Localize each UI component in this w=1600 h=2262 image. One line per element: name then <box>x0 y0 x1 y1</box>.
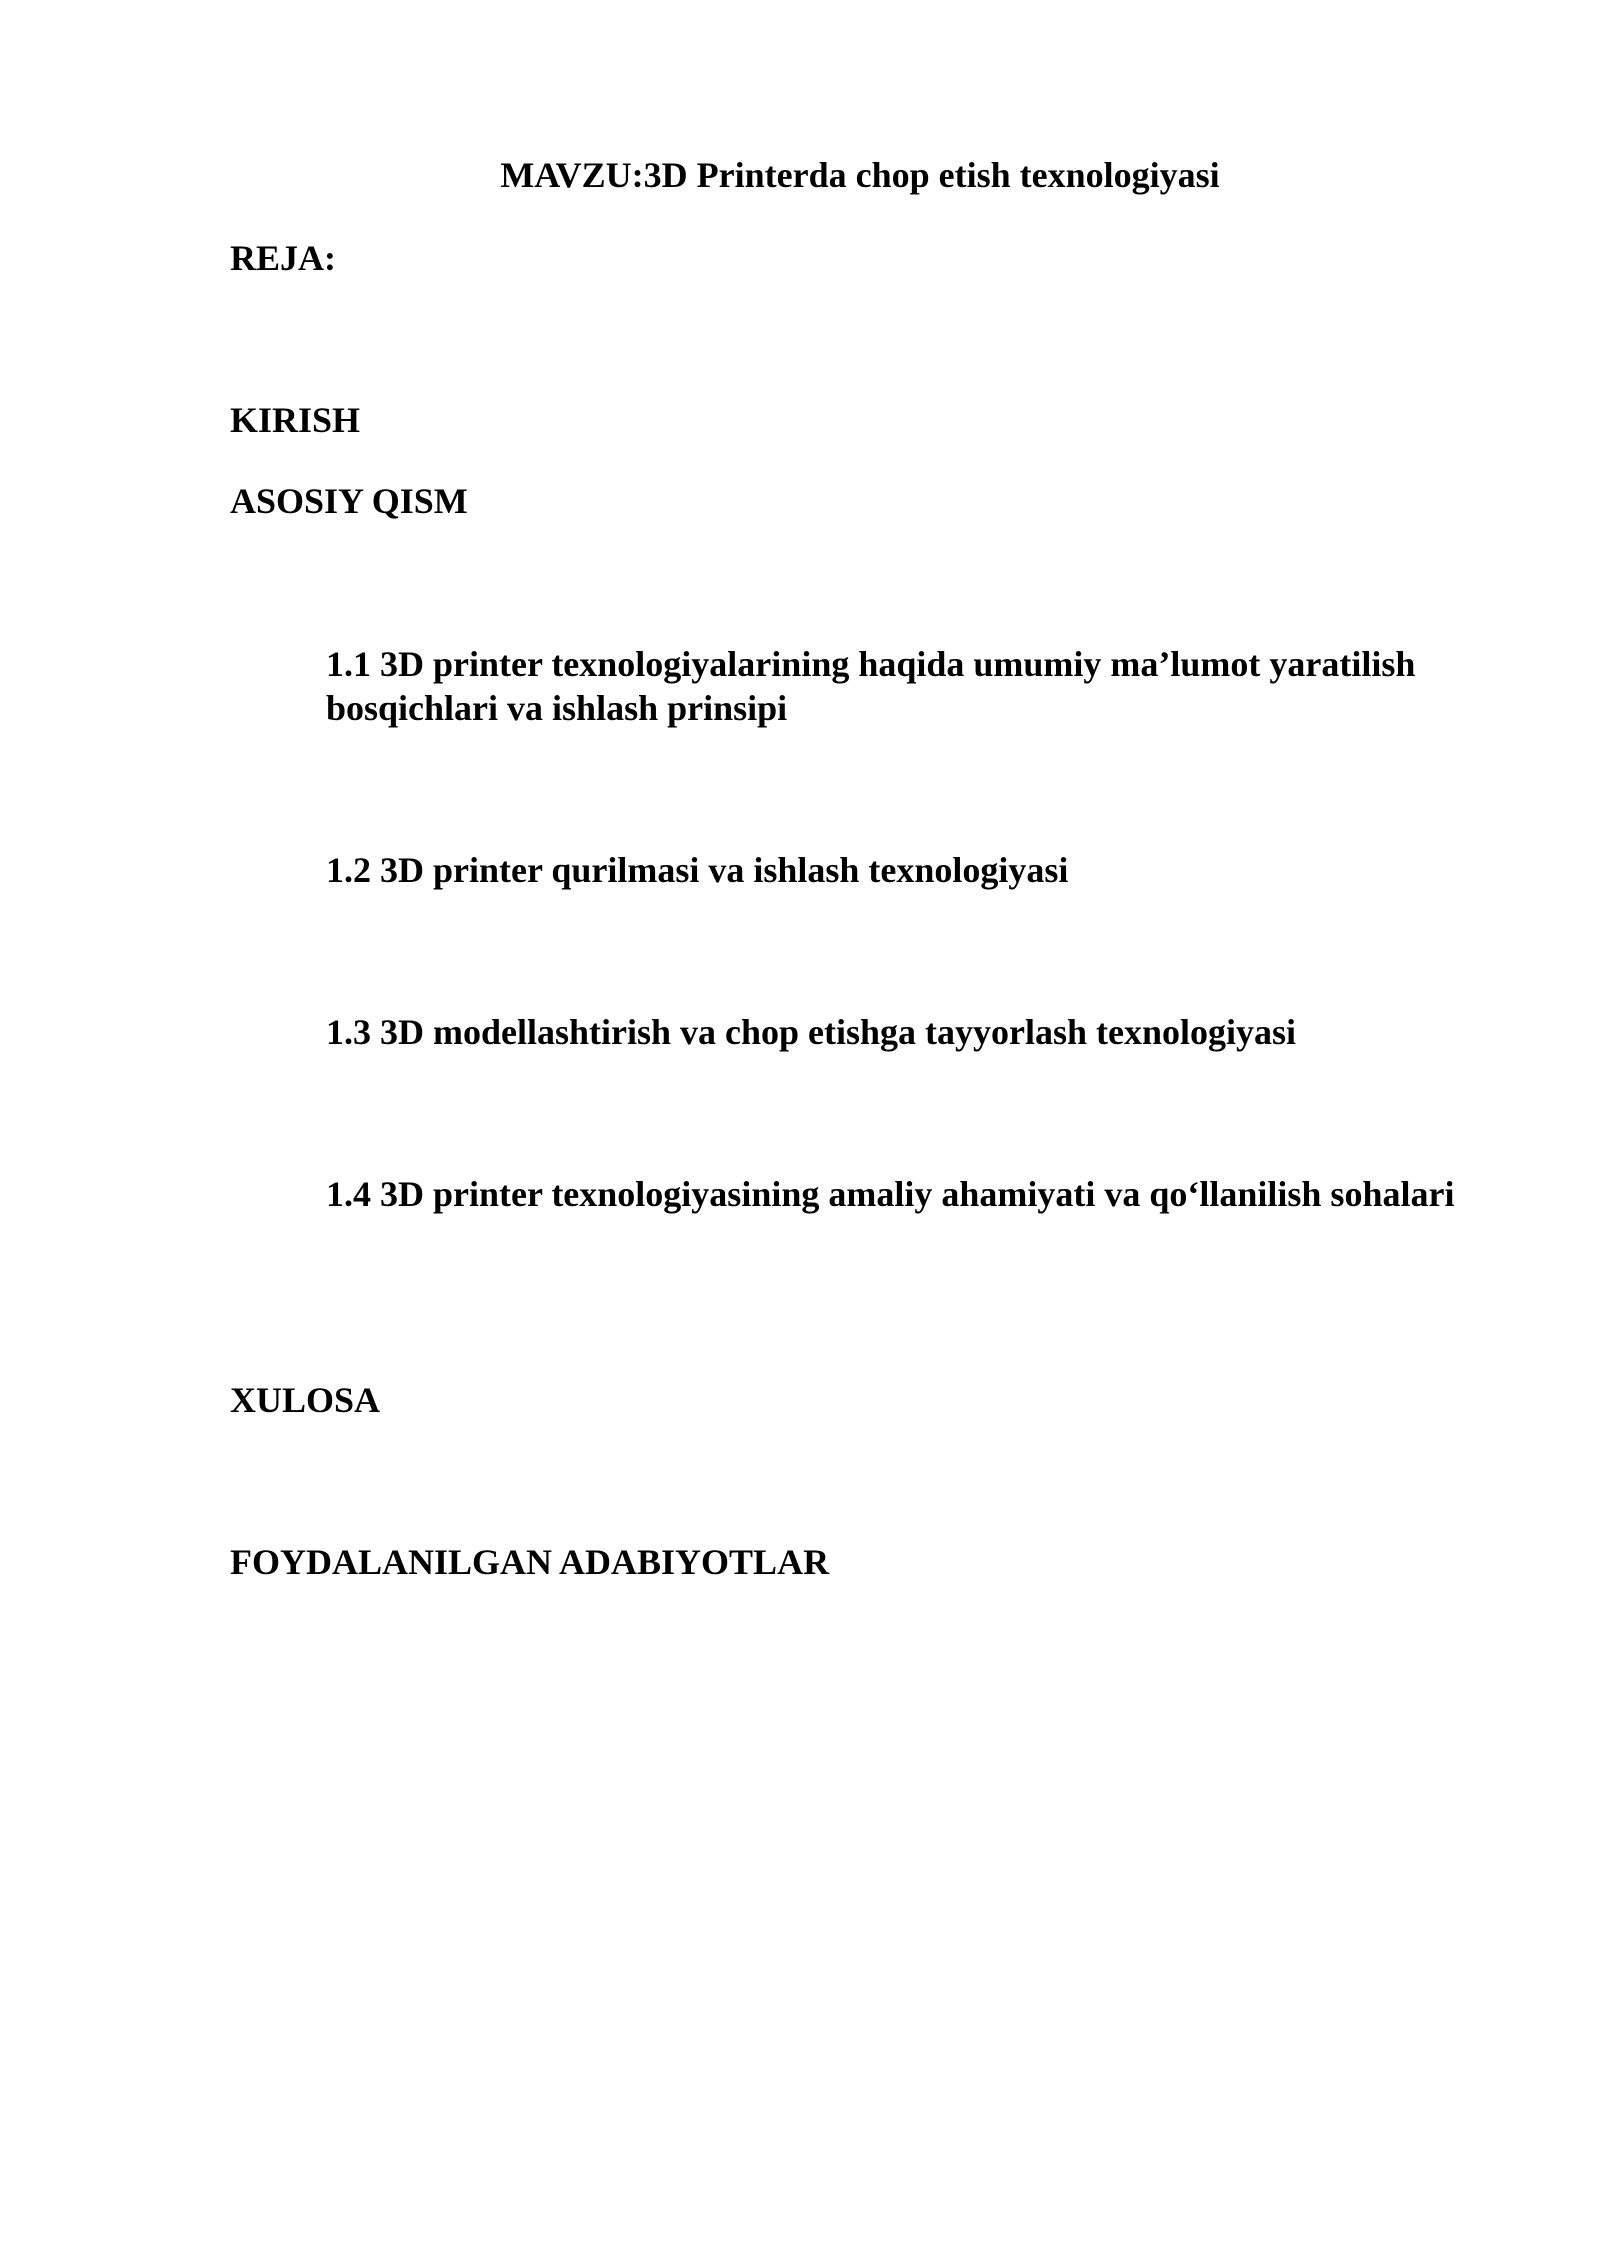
plan-item-1-3: 1.3 3D modellashtirish va chop etishga tayyorlash texnologiyasi <box>326 1012 1297 1052</box>
section-intro: KIRISH <box>230 400 361 440</box>
section-conclusion: XULOSA <box>230 1380 381 1420</box>
section-references: FOYDALANILGAN ADABIYOTLAR <box>230 1542 830 1582</box>
plan-item-1-4: 1.4 3D printer texnologiyasining amaliy ahamiyati va qo‘llanilish sohalari <box>326 1174 1455 1214</box>
document-title: MAVZU:3D Printerda chop etish texnologiyasi <box>500 155 1220 195</box>
plan-item-1-2: 1.2 3D printer qurilmasi va ishlash texnologiyasi <box>326 850 1069 890</box>
plan-heading: REJA: <box>230 238 336 278</box>
section-main-part: ASOSIY QISM <box>230 481 468 521</box>
plan-item-1-1: 1.1 3D printer texnologiyalarining haqida umumiy ma’lumot yaratilish bosqichlari va ishlash prinsipi <box>326 644 1416 728</box>
